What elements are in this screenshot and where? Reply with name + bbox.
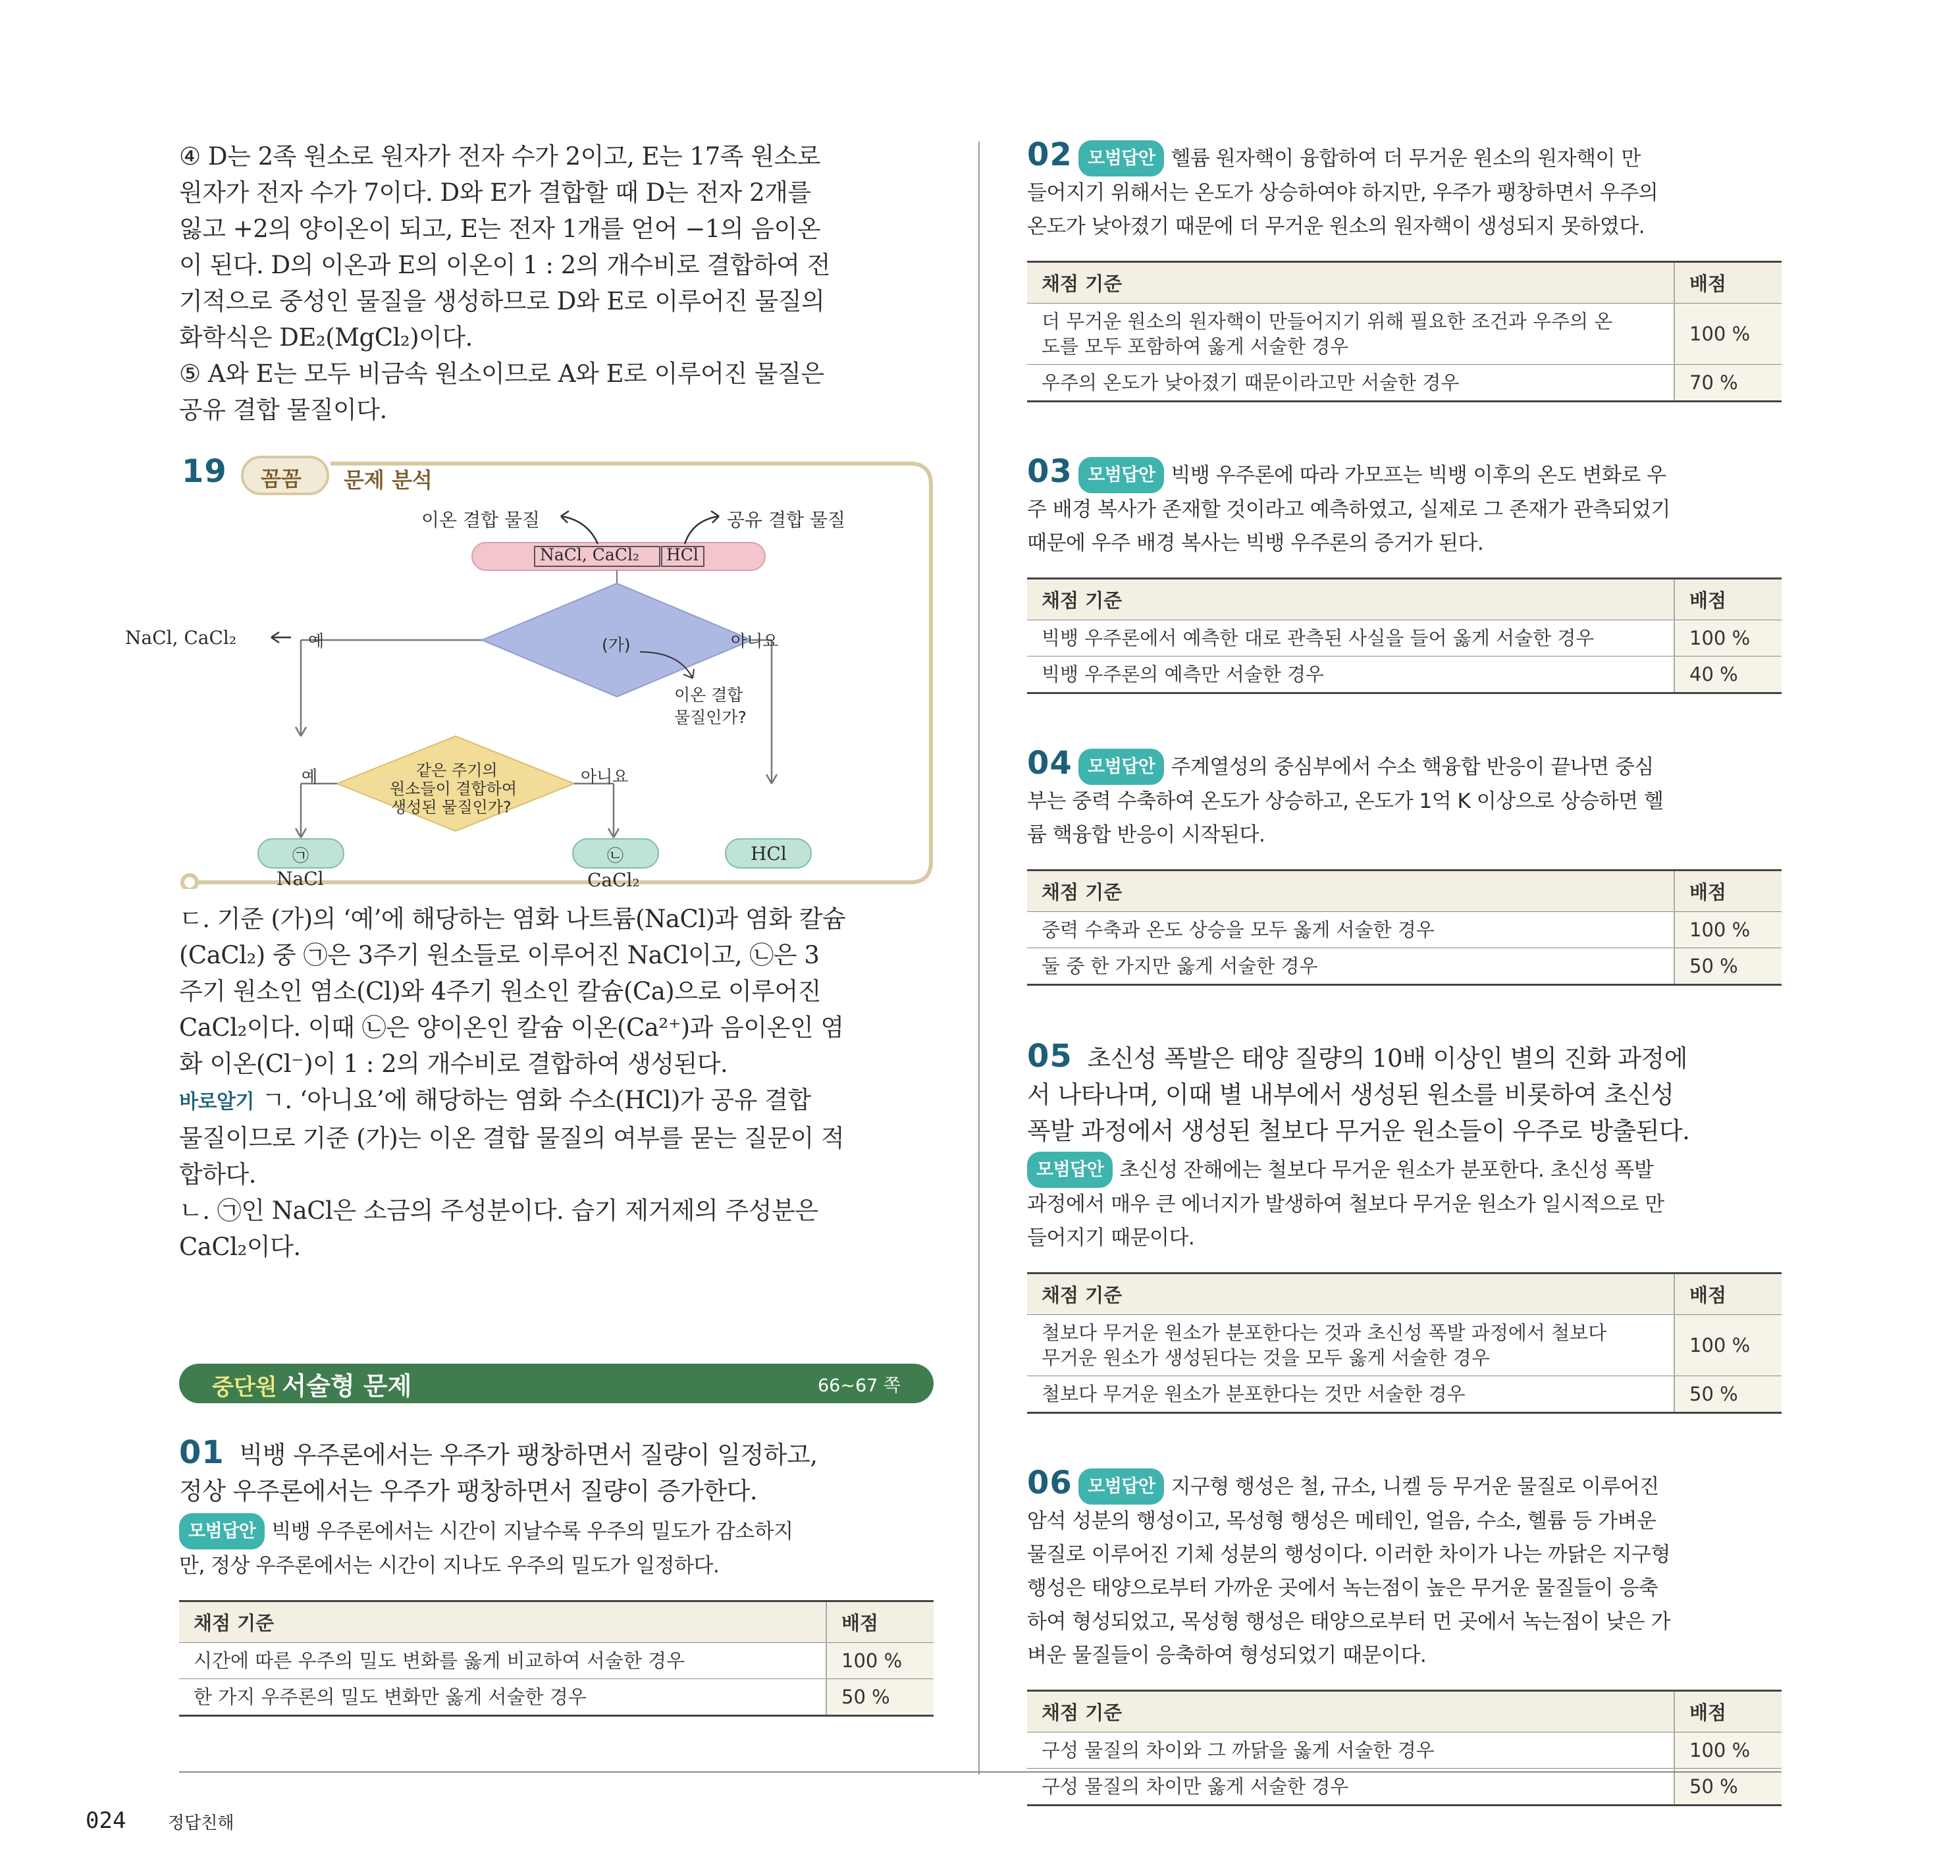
column-divider (978, 142, 980, 1775)
text-line: 하여 형성되었고, 목성형 행성은 태양으로부터 먼 곳에서 녹는점이 낮은 가 (1027, 1610, 1670, 1634)
q19-explanation (179, 901, 934, 1265)
scoring-table (1027, 261, 1782, 402)
q04 (1027, 747, 1782, 986)
q06 (1027, 1466, 1782, 1806)
points-cell: 50 % (1674, 1769, 1782, 1806)
text-line: 부는 중력 수축하여 온도가 상승하고, 온도가 1억 K 이상으로 상승하면 헬 (1027, 790, 1664, 813)
table-row (1027, 948, 1782, 985)
text-line: 벼운 물질들이 응축하여 형성되었기 때문이다. (1027, 1644, 1427, 1667)
flow-question-2b: 원소들이 결합하여 (390, 780, 517, 798)
text-line (1027, 1038, 1782, 1077)
text-line: 화학식은 DE₂(MgCl₂)이다. (179, 323, 473, 352)
flow-top-left: 이온 결합 물질 (421, 509, 541, 531)
flow-question-1b: 물질인가? (674, 708, 747, 727)
col-criteria: 채점 기준 (179, 1601, 826, 1643)
scoring-table (1027, 577, 1782, 694)
col-criteria: 채점 기준 (1027, 871, 1674, 912)
text-line: 륨 핵융합 반응이 시작된다. (1027, 823, 1265, 847)
points-cell: 100 % (826, 1643, 934, 1679)
flow-criterion-ga: (가) (602, 635, 631, 655)
pill-3-label: HCl (751, 843, 787, 865)
text-line: 잃고 +2의 양이온이 되고, E는 전자 1개를 얻어 −1의 음이온 (179, 215, 821, 243)
criteria-cell: 둘 중 한 가지만 옳게 서술한 경우 (1027, 948, 1674, 985)
text-line: 정상 우주론에서는 우주가 팽창하면서 질량이 증가한다. (179, 1477, 758, 1505)
text-line: 이 된다. D의 이온과 E의 이온이 1 : 2의 개수비로 결합하여 전 (179, 251, 830, 279)
col-criteria: 채점 기준 (1027, 1273, 1674, 1315)
question-number: 05 (1027, 1038, 1073, 1075)
text-line: 합하다. (179, 1160, 256, 1189)
flow-hcl: HCl (666, 545, 699, 564)
text-line: 들어지기 때문이다. (1027, 1226, 1195, 1250)
points-cell: 100 % (1674, 1315, 1782, 1376)
section-pages: 66~67 쪽 (817, 1375, 901, 1396)
flow-question-2a: 같은 주기의 (416, 761, 498, 780)
model-answer-badge: 모범답안 (1078, 1468, 1164, 1505)
table-row (1027, 365, 1782, 402)
criteria-line: 무거운 원소가 생성된다는 것을 모두 옳게 서술한 경우 (1042, 1347, 1490, 1369)
flow-ionic-substances: NaCl, CaCl₂ (540, 545, 639, 564)
criteria-cell: 철보다 무거운 원소가 분포한다는 것만 서술한 경우 (1027, 1376, 1674, 1413)
criteria-cell: 중력 수축과 온도 상승을 모두 옳게 서술한 경우 (1027, 912, 1674, 948)
table-row (1027, 657, 1782, 693)
points-cell: 50 % (826, 1679, 934, 1716)
text-line: ④ D는 2족 원소로 원자가 전자 수가 2이고, E는 17족 원소로 (179, 142, 820, 171)
section-banner (179, 1364, 934, 1403)
text-line: 원자가 전자 수가 7이다. D와 E가 결합할 때 D는 전자 2개를 (179, 178, 811, 207)
text-line: 물질이므로 기준 (가)는 이온 결합 물질의 여부를 묻는 질문이 적 (179, 1124, 845, 1152)
right-column (1027, 138, 1782, 1806)
flow-no-1: 아니요 (731, 631, 779, 651)
question-number: 04 (1027, 745, 1073, 782)
question-number: 19 (182, 453, 227, 490)
text-line: (CaCl₂) 중 ㉠은 3주기 원소들로 이루어진 NaCl이고, ㉡은 3 (179, 941, 820, 969)
question-text: 초신성 폭발은 태양 질량의 10배 이상인 별의 진화 과정에 (1087, 1044, 1687, 1073)
text-line: 암석 성분의 행성이고, 목성형 행성은 메테인, 얼음, 수소, 헬륨 등 가벼운 (1027, 1509, 1656, 1533)
text-line: 만, 정상 우주론에서는 시간이 지나도 우주의 밀도가 일정하다. (179, 1554, 720, 1578)
criteria-cell: 구성 물질의 차이만 옳게 서술한 경우 (1027, 1769, 1674, 1806)
flow-question-2c: 생성된 물질인가? (391, 798, 512, 817)
criteria-cell (1027, 1315, 1674, 1376)
text-line (1027, 1466, 1782, 1505)
text-line (1027, 455, 1782, 493)
criteria-cell (1027, 304, 1674, 365)
points-cell: 100 % (1674, 620, 1782, 657)
arrow-left (561, 516, 598, 544)
baro-label: 바로알기 (179, 1090, 254, 1113)
scoring-table (1027, 1272, 1782, 1414)
answer-text: 빅뱅 우주론에서는 시간이 지날수록 우주의 밀도가 감소하지 (271, 1520, 793, 1543)
scoring-table (1027, 1690, 1782, 1806)
flow-left-result: NaCl, CaCl₂ (125, 627, 237, 649)
text-line (1027, 138, 1782, 176)
points-cell: 70 % (1674, 365, 1782, 402)
answer-text: 헬륨 원자핵이 융합하여 더 무거운 원소의 원자핵이 만 (1171, 147, 1641, 171)
baro-text: ㄱ. ‘아니요’에 해당하는 염화 수소(HCl)가 공유 결합 (261, 1086, 811, 1114)
flow-no-2: 아니요 (581, 767, 629, 786)
col-points: 배점 (1674, 262, 1782, 304)
col-points: 배점 (1674, 871, 1782, 912)
text-line: ㄷ. 기준 (가)의 ‘예’에 해당하는 염화 나트륨(NaCl)과 염화 칼슘 (179, 905, 846, 933)
table-row (1027, 620, 1782, 657)
answer-text: 빅뱅 우주론에 따라 가모프는 빅뱅 이후의 온도 변화로 우 (1171, 464, 1666, 487)
points-cell: 100 % (1674, 912, 1782, 948)
criteria-cell: 빅뱅 우주론의 예측만 서술한 경우 (1027, 657, 1674, 693)
col-points: 배점 (1674, 1691, 1782, 1732)
text-line: 서 나타나며, 이때 별 내부에서 생성된 원소를 비롯하여 초신성 (1027, 1081, 1674, 1109)
table-row (179, 1643, 934, 1679)
text-line: CaCl₂이다. 이때 ㉡은 양이온인 칼슘 이온(Ca²⁺)과 음이온인 염 (179, 1013, 844, 1042)
criteria-cell: 시간에 따른 우주의 밀도 변화를 옳게 비교하여 서술한 경우 (179, 1643, 826, 1679)
table-row (1027, 1732, 1782, 1769)
model-answer-badge: 모범답안 (1078, 749, 1164, 785)
table-row (1027, 1769, 1782, 1806)
pill-2-caption: CaCl₂ (587, 869, 640, 891)
text-line: 때문에 우주 배경 복사는 빅뱅 우주론의 증거가 된다. (1027, 531, 1484, 555)
intro-text (179, 138, 934, 428)
q03 (1027, 455, 1782, 694)
points-cell: 50 % (1674, 948, 1782, 985)
text-line: 화 이온(Cl⁻)이 1 : 2의 개수비로 결합하여 생성된다. (179, 1050, 728, 1078)
flow-yes-1: 예 (308, 631, 325, 651)
criteria-line: 철보다 무거운 원소가 분포한다는 것과 초신성 폭발 과정에서 철보다 (1042, 1322, 1607, 1344)
criteria-line: 더 무거운 원소의 원자핵이 만들어지기 위해 필요한 조건과 우주의 온 (1042, 310, 1613, 333)
pill-2-label: ㉡ (607, 846, 624, 865)
text-line: 과정에서 매우 큰 에너지가 발생하여 철보다 무거운 원소가 일시적으로 만 (1027, 1193, 1664, 1216)
points-cell: 100 % (1674, 304, 1782, 365)
question-number: 03 (1027, 453, 1073, 490)
text-line (179, 1513, 934, 1549)
points-cell: 100 % (1674, 1732, 1782, 1769)
question-number: 06 (1027, 1464, 1073, 1501)
question-text: 빅뱅 우주론에서는 우주가 팽창하면서 질량이 일정하고, (239, 1441, 818, 1469)
col-points: 배점 (1674, 579, 1782, 620)
text-line: 들어지기 위해서는 온도가 상승하여야 하지만, 우주가 팽창하면서 우주의 (1027, 181, 1658, 205)
model-answer-badge: 모범답안 (179, 1513, 265, 1549)
col-points: 배점 (1674, 1273, 1782, 1315)
q05 (1027, 1038, 1782, 1414)
pill-1-caption: NaCl (277, 868, 324, 890)
left-column (125, 138, 934, 1717)
text-line: ㄴ. ㉠인 NaCl은 소금의 주성분이다. 습기 제거제의 주성분은 (179, 1196, 818, 1225)
col-points: 배점 (826, 1601, 934, 1643)
table-row (179, 1679, 934, 1716)
analysis-title: 문제 분석 (344, 468, 433, 493)
flow-yes-2: 예 (302, 767, 318, 786)
text-line: 공유 결합 물질이다. (179, 396, 387, 424)
scoring-table (1027, 869, 1782, 986)
table-row (1027, 304, 1782, 365)
text-line: 행성은 태양으로부터 가까운 곳에서 녹는점이 높은 무거운 물질들이 응축 (1027, 1576, 1658, 1600)
footer-rule (179, 1771, 1782, 1773)
flow-top-right: 공유 결합 물질 (727, 509, 846, 531)
col-criteria: 채점 기준 (1027, 579, 1674, 620)
section-label-b: 서술형 문제 (282, 1371, 412, 1401)
q02 (1027, 138, 1782, 402)
criteria-cell: 우주의 온도가 낮아졌기 때문이라고만 서술한 경우 (1027, 365, 1674, 402)
answer-text: 주계열성의 중심부에서 수소 핵융합 반응이 끝나면 중심 (1171, 755, 1654, 779)
pill-1-label: ㉠ (292, 846, 309, 865)
box-border-end (182, 875, 197, 889)
model-answer-badge: 모범답안 (1027, 1152, 1113, 1188)
question-number: 01 (179, 1434, 225, 1471)
text-line: 기적으로 중성인 물질을 생성하므로 D와 E로 이루어진 물질의 (179, 287, 825, 315)
table-row (1027, 1315, 1782, 1376)
points-cell: 40 % (1674, 657, 1782, 693)
text-line: 주기 원소인 염소(Cl)와 4주기 원소인 칼슘(Ca)으로 이루어진 (179, 977, 821, 1005)
text-line: 주 배경 복사가 존재할 것이라고 예측하였고, 실제로 그 존재가 관측되었기 (1027, 498, 1670, 522)
text-line (1027, 747, 1782, 785)
table-row (1027, 912, 1782, 948)
col-criteria: 채점 기준 (1027, 1691, 1674, 1732)
model-answer-badge: 모범답안 (1078, 457, 1164, 493)
text-line (1027, 1152, 1782, 1188)
flow-question-1a: 이온 결합 (674, 685, 743, 705)
page-number: 024 (86, 1808, 126, 1834)
criteria-cell: 구성 물질의 차이와 그 까닭을 옳게 서술한 경우 (1027, 1732, 1674, 1769)
text-line (179, 1082, 934, 1120)
question-number: 02 (1027, 136, 1073, 173)
model-answer-badge: 모범답안 (1078, 140, 1164, 176)
table-row (1027, 1376, 1782, 1413)
answer-text: 초신성 잔해에는 철보다 무거운 원소가 분포한다. 초신성 폭발 (1119, 1158, 1654, 1182)
text-line: CaCl₂이다. (179, 1233, 301, 1261)
criteria-cell: 한 가지 우주론의 밀도 변화만 옳게 서술한 경우 (179, 1679, 826, 1716)
q19-analysis-box (125, 453, 934, 891)
scoring-table (179, 1600, 934, 1717)
criteria-line: 도를 모두 포함하여 옳게 서술한 경우 (1042, 335, 1349, 358)
text-line (179, 1435, 934, 1473)
col-criteria: 채점 기준 (1027, 262, 1674, 304)
text-line: 물질로 이루어진 기체 성분의 행성이다. 이러한 차이가 나는 까닭은 지구형 (1027, 1543, 1670, 1567)
text-line: 온도가 낮아졌기 때문에 더 무거운 원소의 원자핵이 생성되지 못하였다. (1027, 215, 1645, 238)
text-line: 폭발 과정에서 생성된 철보다 무거운 원소들이 우주로 방출된다. (1027, 1117, 1690, 1145)
tag-label: 꼼꼼 (261, 466, 302, 491)
criteria-cell: 빅뱅 우주론에서 예측한 대로 관측된 사실을 들어 옳게 서술한 경우 (1027, 620, 1674, 657)
points-cell: 50 % (1674, 1376, 1782, 1413)
section-label-a: 중단원 (212, 1374, 277, 1401)
q01 (179, 1435, 934, 1717)
book-title: 정답친해 (168, 1813, 234, 1833)
answer-text: 지구형 행성은 철, 규소, 니켈 등 무거운 물질로 이루어진 (1171, 1475, 1659, 1499)
text-line: ⑤ A와 E는 모두 비금속 원소이므로 A와 E로 이루어진 물질은 (179, 360, 824, 388)
